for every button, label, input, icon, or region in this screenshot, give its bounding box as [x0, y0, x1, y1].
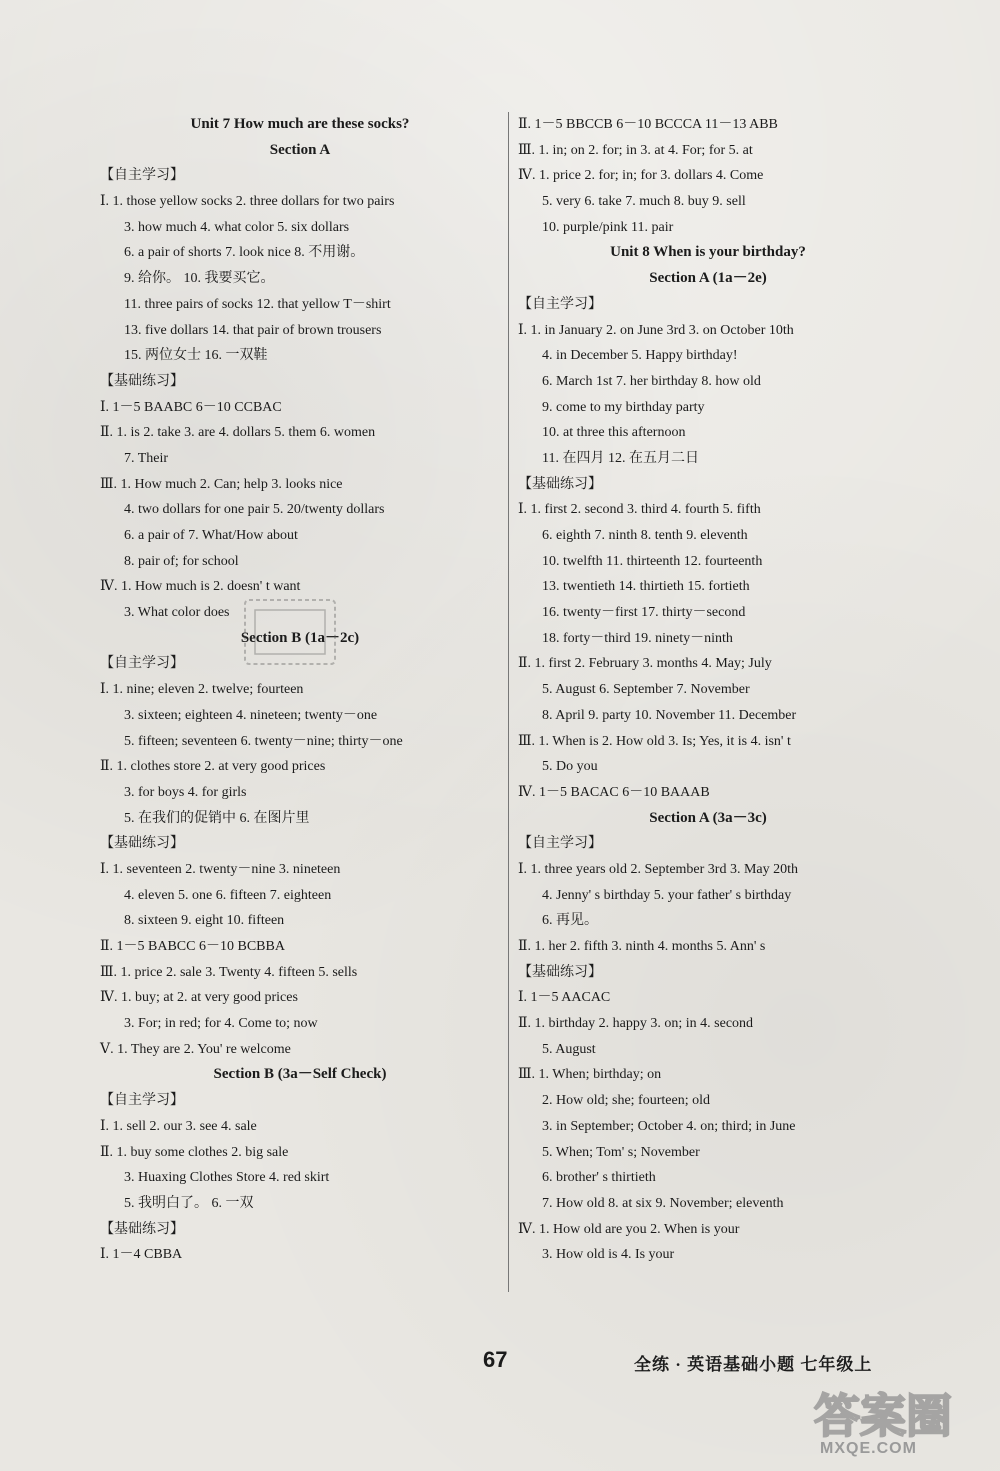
watermark-url: MXQE.COM — [820, 1440, 917, 1457]
answer-line: 7. How old 8. at six 9. November; eleventh — [542, 1195, 784, 1211]
answer-line: 4. two dollars for one pair 5. 20/twenty dollars — [124, 502, 385, 518]
answer-line: 5. 在我们的促销中 6. 在图片里 — [124, 810, 310, 826]
answer-line: 9. 给你。 10. 我要买它。 — [124, 271, 275, 287]
answer-line: Ⅴ. 1. They are 2. You' re welcome — [100, 1041, 291, 1057]
answer-line: 6. eighth 7. ninth 8. tenth 9. eleventh — [542, 528, 748, 543]
answer-line: Ⅲ. 1. in; on 2. for; in 3. at 4. For; for 5. at — [518, 142, 753, 158]
answer-line: 6. a pair of shorts 7. look nice 8. 不用谢。 — [124, 245, 365, 261]
right-column — [518, 112, 898, 1268]
answer-line: Ⅰ. 1－5 BAABC 6－10 CCBAC — [100, 399, 282, 415]
section-label: 【基础练习】 — [100, 1221, 184, 1237]
answer-line: 13. five dollars 14. that pair of brown trousers — [124, 322, 382, 338]
answer-line: Ⅰ. 1. nine; eleven 2. twelve; fourteen — [100, 682, 304, 698]
answer-line: Ⅱ. 1. buy some clothes 2. big sale — [100, 1144, 289, 1160]
answer-line: Ⅲ. 1. price 2. sale 3. Twenty 4. fifteen 5. sells — [100, 964, 358, 980]
answer-line: Ⅳ. 1. How old are you 2. When is your — [518, 1221, 740, 1237]
answer-line: 3. How old is 4. Is your — [542, 1247, 675, 1263]
answer-line: 7. Their — [124, 450, 169, 466]
answer-line: 18. forty－third 19. ninety－ninth — [542, 630, 733, 646]
answer-line: 5. August — [542, 1041, 596, 1057]
answer-line: Ⅱ. 1. first 2. February 3. months 4. May; July — [518, 656, 772, 672]
answer-line: 4. Jenny' s birthday 5. your father' s birthday — [542, 887, 792, 903]
answer-line: 5. When; Tom' s; November — [542, 1144, 700, 1160]
book-title: 全练 · 英语基础小题 七年级上 — [634, 1355, 873, 1374]
answer-line: 13. twentieth 14. thirtieth 15. fortieth — [542, 579, 750, 595]
section-heading: Section A — [269, 141, 331, 158]
section-label: 【自主学习】 — [518, 296, 602, 312]
answer-line: 10. purple/pink 11. pair — [542, 219, 674, 235]
answer-line: 6. 再见。 — [542, 913, 598, 929]
answer-line: Ⅳ. 1－5 BACAC 6－10 BAAAB — [518, 784, 710, 800]
section-heading: Unit 8 When is your birthday? — [610, 244, 806, 261]
answer-line: Ⅰ. 1. sell 2. our 3. see 4. sale — [100, 1118, 257, 1134]
answer-line: 16. twenty－first 17. thirty－second — [542, 605, 746, 621]
answer-line: 3. sixteen; eighteen 4. nineteen; twenty－one — [124, 707, 378, 723]
left-column — [100, 112, 500, 1268]
section-heading: Section B (1a－2c) — [240, 629, 360, 646]
answer-line: 5. August 6. September 7. November — [542, 682, 750, 698]
answer-line: Ⅰ. 1－4 CBBA — [100, 1247, 183, 1263]
column-divider — [508, 112, 509, 1292]
section-label: 【自主学习】 — [518, 836, 602, 852]
answer-line: Ⅱ. 1－5 BBCCB 6－10 BCCCA 11－13 ABB — [518, 117, 778, 132]
answer-line: 8. sixteen 9. eight 10. fifteen — [124, 913, 285, 929]
answer-line: 9. come to my birthday party — [542, 399, 705, 415]
section-label: 【自主学习】 — [100, 1093, 184, 1109]
answer-line: Ⅱ. 1. birthday 2. happy 3. on; in 4. second — [518, 1016, 754, 1032]
answer-line: 3. Huaxing Clothes Store 4. red skirt — [124, 1170, 330, 1186]
answer-line: Ⅰ. 1. in January 2. on June 3rd 3. on October 10th — [518, 322, 794, 338]
answer-line: 6. March 1st 7. her birthday 8. how old — [542, 373, 761, 389]
answer-line: 6. a pair of 7. What/How about — [124, 528, 298, 543]
section-label: 【基础练习】 — [518, 964, 602, 980]
answer-line: Ⅰ. 1. seventeen 2. twenty－nine 3. nineteen — [100, 861, 341, 877]
answer-line: 6. brother' s thirtieth — [542, 1170, 656, 1186]
section-label: 【基础练习】 — [100, 836, 184, 852]
answer-line: 15. 两位女士 16. 一双鞋 — [124, 348, 268, 364]
section-label: 【基础练习】 — [518, 476, 602, 492]
section-label: 【自主学习】 — [100, 656, 184, 672]
answer-line: 5. Do you — [542, 759, 598, 775]
answer-line: Ⅱ. 1. is 2. take 3. are 4. dollars 5. them 6. women — [100, 425, 376, 441]
answer-line: Ⅱ. 1－5 BABCC 6－10 BCBBA — [100, 939, 285, 954]
answer-line: Ⅰ. 1. first 2. second 3. third 4. fourth 5. fifth — [518, 502, 761, 518]
section-heading: Section A (1a－2e) — [649, 270, 767, 287]
answer-line: 8. pair of; for school — [124, 553, 239, 569]
answer-line: 3. in September; October 4. on; third; in June — [542, 1118, 796, 1134]
answer-line: Ⅰ. 1. those yellow socks 2. three dollars for two pairs — [100, 194, 395, 210]
answer-line: Ⅱ. 1. clothes store 2. at very good prices — [100, 759, 326, 775]
section-heading: Section A (3a－3c) — [649, 809, 767, 826]
answer-line: 4. in December 5. Happy birthday! — [542, 348, 738, 364]
answer-line: 3. how much 4. what color 5. six dollars — [124, 219, 350, 235]
answer-line: Ⅲ. 1. How much 2. Can; help 3. looks nice — [100, 476, 343, 492]
answer-line: 5. very 6. take 7. much 8. buy 9. sell — [542, 194, 746, 210]
answer-line: Ⅲ. 1. When is 2. How old 3. Is; Yes, it is 4. isn' t — [518, 733, 791, 749]
answer-line: 10. at three this afternoon — [542, 425, 686, 441]
answer-line: Ⅳ. 1. How much is 2. doesn' t want — [100, 579, 301, 595]
answer-line: Ⅱ. 1. her 2. fifth 3. ninth 4. months 5. Ann' s — [518, 939, 766, 954]
answer-line: Ⅳ. 1. buy; at 2. at very good prices — [100, 990, 298, 1006]
answer-line: 11. three pairs of socks 12. that yellow T－shirt — [124, 296, 391, 312]
section-heading: Section B (3a－Self Check) — [213, 1066, 387, 1083]
page-number: 67 — [483, 1347, 508, 1372]
section-label: 【基础练习】 — [100, 373, 184, 389]
section-label: 【自主学习】 — [100, 168, 184, 184]
answer-line: 3. for boys 4. for girls — [124, 784, 247, 800]
answer-line: 11. 在四月 12. 在五月二日 — [542, 450, 699, 466]
answer-line: 3. For; in red; for 4. Come to; now — [124, 1016, 318, 1032]
answer-line: 5. 我明白了。 6. 一双 — [124, 1195, 254, 1211]
stamp-icon — [235, 592, 345, 672]
answer-line: 4. eleven 5. one 6. fifteen 7. eighteen — [124, 887, 332, 903]
answer-line: 5. fifteen; seventeen 6. twenty－nine; thirty－one — [124, 733, 403, 749]
answer-line: 10. twelfth 11. thirteenth 12. fourteenth — [542, 553, 763, 569]
answer-line: Ⅳ. 1. price 2. for; in; for 3. dollars 4. Come — [518, 168, 764, 184]
answer-line: Ⅰ. 1. three years old 2. September 3rd 3. May 20th — [518, 861, 799, 877]
answer-line: 8. April 9. party 10. November 11. December — [542, 707, 797, 723]
section-heading: Unit 7 How much are these socks? — [190, 116, 410, 132]
answer-line: 2. How old; she; fourteen; old — [542, 1093, 710, 1109]
answer-line: 3. What color does — [124, 605, 230, 621]
answer-line: Ⅲ. 1. When; birthday; on — [518, 1067, 662, 1083]
answer-line: Ⅰ. 1－5 AACAC — [518, 990, 611, 1006]
watermark-chinese: 答案圈 — [814, 1389, 952, 1443]
